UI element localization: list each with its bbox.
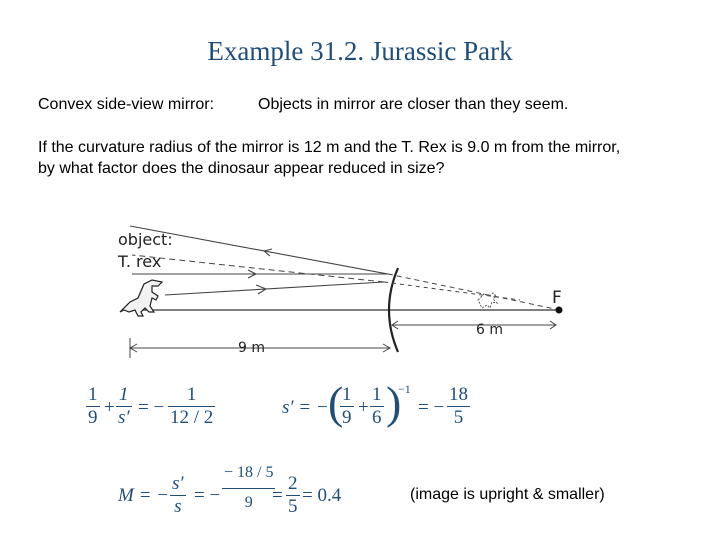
eq3-frac2: $\frac{- 18 / 5}{9}$	[222, 458, 275, 517]
eq3-equals1: = −	[194, 485, 221, 506]
focal-distance-label: 6 m	[476, 322, 503, 338]
eq2-plus: +	[358, 397, 369, 418]
eq3-frac3: $\frac{2}{5}$	[288, 473, 298, 517]
slide-title: Example 31.2. Jurassic Park	[207, 36, 513, 66]
eq3-frac1: $\frac{s'}{s}$	[172, 473, 184, 517]
question-line-2: by what factor does the dinosaur appear reduced in size?	[38, 160, 445, 177]
eq1-plus: +	[104, 397, 115, 418]
incident-ray-2	[165, 282, 384, 295]
conclusion-note: (image is upright & smaller)	[410, 486, 605, 503]
eq2-exponent: −1	[398, 382, 411, 396]
virtual-extension-2	[384, 282, 520, 300]
eq3-equals2: =	[272, 485, 283, 506]
eq3-result: = 0.4	[302, 485, 342, 506]
eq1-frac1: $\frac{1}{9}$	[88, 384, 98, 428]
virtual-extension-1	[388, 274, 560, 310]
mirror-description: Objects in mirror are closer than they seem.	[258, 96, 569, 113]
object-label: object:	[118, 230, 173, 249]
eq2-equals: = −	[418, 397, 445, 418]
mirror-type-label: Convex side-view mirror:	[38, 96, 215, 113]
eq1-equals: = −	[138, 397, 165, 418]
eq3-lhs: M = −	[118, 485, 169, 506]
reflected-ray-2	[132, 255, 384, 282]
eq2-result: $\frac{18}{5}$	[449, 384, 468, 428]
eq2-paren-close: )	[386, 377, 402, 428]
focal-label: F	[552, 288, 562, 308]
eq2-paren-open: (	[328, 377, 344, 428]
eq2-lhs: s′ = −	[282, 397, 329, 418]
eq2-frac1: $\frac{1}{9}$	[342, 384, 352, 428]
eq1-frac3: $\frac{1}{12 / 2}$	[170, 384, 214, 428]
question-line-1: If the curvature radius of the mirror is 12 m and the T. Rex is 9.0 m from the mirror,	[38, 139, 621, 156]
eq2-frac2: $\frac{1}{6}$	[372, 384, 382, 428]
eq1-frac2: $\frac{1}{s'}$	[118, 384, 130, 428]
object-name-label: T. rex	[118, 252, 162, 271]
object-distance-label: 9 m	[238, 340, 265, 356]
